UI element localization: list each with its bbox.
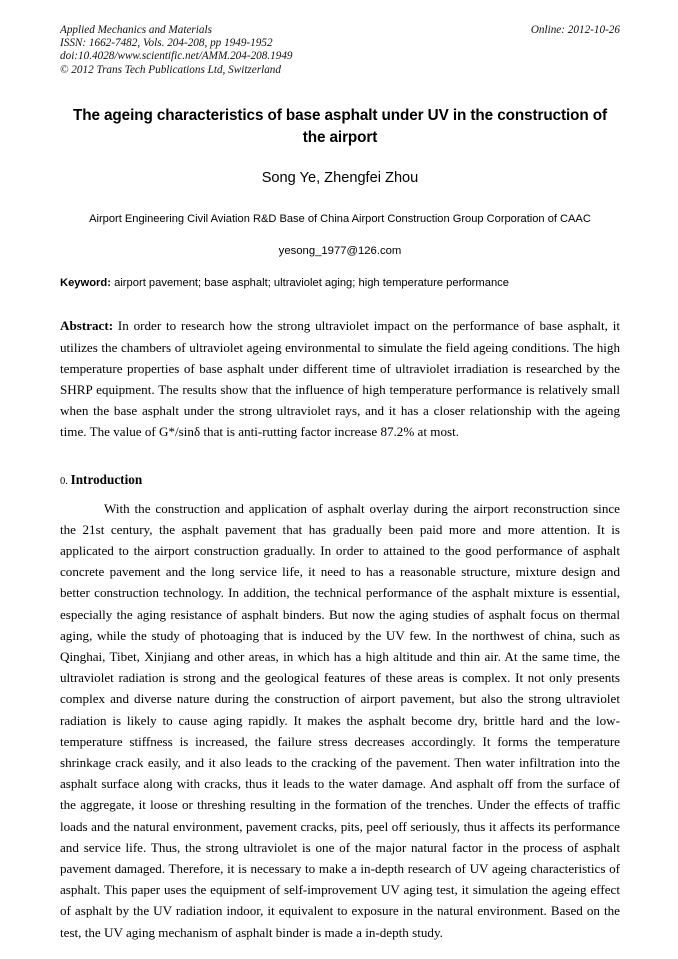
abstract-text: In order to research how the strong ultraviolet impact on the performance of base asphalt, it utilizes the chambers of ultraviolet ageing environmental to simulate the field ageing conditions. The high temperature properties of base asphalt under different time of ultraviolet irradiation is researched by the SHRP equipment. The results show that the influence of high temperature performance is relatively small when the base asphalt under the strong ultraviolet rays, and it has a closer relationship with the ageing time. The value of G*/sinδ that is anti-rutting factor increase 87.2% at most. bbox=[60, 318, 620, 440]
introduction-paragraph: With the construction and application of asphalt overlay during the airport reconstruction since the 21st century, the asphalt pavement that has gradually been paid more and more attention. It is applicated to the airport construction gradually. In order to attained to the good performance of asphalt concrete pavement and the long service life, it need to has a reasonable structure, mixture design and better construction technology. In addition, the technical performance of the asphalt mixture is essential, especially the aging resistance of asphalt binders. But now the aging studies of asphalt focus on thermal aging, while the study of photoaging that is induced by the UV few. In the northwest of china, such as Qinghai, Tibet, Xinjiang and other areas, in which has a high altitude and thin air. At the same time, the ultraviolet radiation is strong and the geological features of these areas is complex. It not only presents complex and diverse nature during the construction of airport pavement, but also the strong ultraviolet radiation is likely to cause aging rapidly. It makes the asphalt become dry, brittle hard and the low-temperature stiffness is increased, the failure stress decreases accordingly. It forms the temperature shrinkage crack easily, and it also leads to the cracking of the pavement. Then water infiltration into the asphalt surface along with cracks, thus it leads to the water damage. And asphalt off from the surface of the aggregate, it loose or threshing resulting in the formation of the trenches. Under the effects of traffic loads and the natural environment, pavement cracks, pits, peel off seriously, thus it affects its performance and service life. Thus, the strong ultraviolet is one of the major natural factor in the process of asphalt pavement damaged. Therefore, it is necessary to make a in-depth research of UV ageing characteristics of asphalt. This paper uses the equipment of self-improvement UV aging test, it simulation the ageing effect of asphalt by the UV radiation indoor, it equivalent to exposure in the natural environment. Based on the test, the UV aging mechanism of asphalt binder is made a in-depth study. bbox=[60, 500, 620, 940]
keywords-line bbox=[60, 276, 620, 291]
online-publication-date: Online: 2012-10-26 bbox=[530, 24, 620, 36]
masthead-first-row bbox=[60, 24, 620, 37]
section-heading-introduction bbox=[60, 471, 620, 491]
issn-volume-pages-line: ISSN: 1662-7482, Vols. 204-208, pp 1949-1952 bbox=[60, 37, 273, 50]
section-number: 0. bbox=[60, 475, 71, 487]
author-list: Song Ye, Zhengfei Zhou bbox=[261, 169, 419, 186]
author-affiliation: Airport Engineering Civil Aviation R&D Base of China Airport Construction Group Corporation of CAAC bbox=[89, 212, 591, 225]
paper-title: The ageing characteristics of base asphalt under UV in the construction of the airport bbox=[72, 106, 608, 146]
keywords-label: Keyword: bbox=[60, 277, 111, 290]
abstract-section bbox=[60, 315, 620, 442]
keywords-text: airport pavement; base asphalt; ultraviolet aging; high temperature performance bbox=[110, 277, 509, 290]
journal-masthead bbox=[60, 24, 620, 77]
section-title: Introduction bbox=[70, 471, 143, 487]
doi-line[interactable]: doi:10.4028/www.scientific.net/AMM.204-208.1949 bbox=[60, 50, 293, 63]
contact-email[interactable]: yesong_1977@126.com bbox=[278, 245, 402, 258]
copyright-line: © 2012 Trans Tech Publications Ltd, Switzerland bbox=[60, 63, 281, 76]
journal-name: Applied Mechanics and Materials bbox=[60, 24, 212, 36]
abstract-label: Abstract: bbox=[60, 318, 114, 334]
